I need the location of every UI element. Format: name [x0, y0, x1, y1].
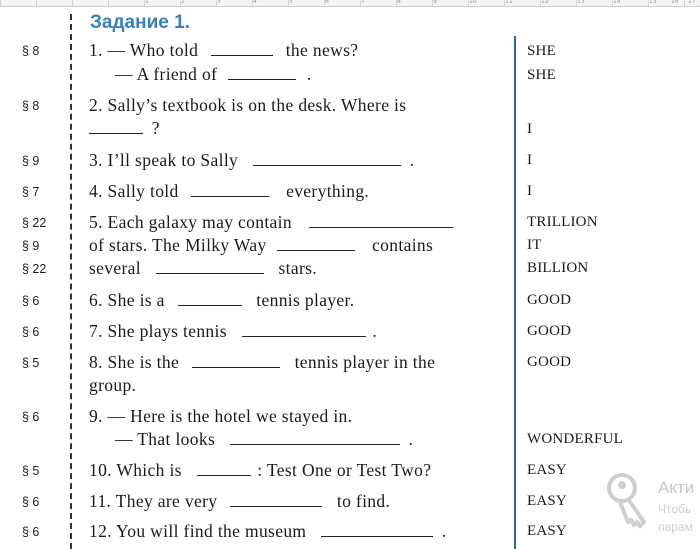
line-text: 7. She plays tennis	[89, 321, 227, 341]
exercise-line	[89, 40, 358, 61]
line-text: 3. I’ll speak to Sally	[89, 150, 239, 170]
ruler-numbers	[0, 0, 700, 4]
exercise-line	[89, 212, 453, 233]
exercise-line	[115, 429, 413, 450]
answer-blank[interactable]	[89, 119, 143, 134]
ruler-number: 10	[469, 0, 477, 5]
line-text: stars.	[278, 258, 318, 278]
line-text: 1. — Who told	[89, 40, 199, 60]
section-ref: § 9	[22, 239, 40, 253]
exercise-line	[89, 150, 414, 171]
exercise-line	[89, 118, 160, 139]
answer-blank[interactable]	[242, 322, 366, 337]
answer-word: EASY	[527, 523, 567, 539]
section-ref: § 22	[22, 262, 47, 276]
activation-watermark	[604, 470, 700, 549]
line-text: of stars. The Milky Way	[89, 235, 267, 255]
answer-column-divider	[514, 36, 516, 549]
answer-blank[interactable]	[253, 151, 401, 166]
exercise-line	[89, 460, 431, 481]
section-ref: § 6	[22, 325, 40, 339]
answer-blank[interactable]	[277, 236, 355, 251]
ruler	[0, 0, 700, 7]
line-text: — A friend of	[115, 64, 218, 84]
ruler-number: 8	[397, 0, 401, 5]
ruler-number: 17	[688, 0, 696, 5]
exercise-line	[89, 290, 354, 311]
section-ref: § 6	[22, 525, 40, 539]
ruler-number: 5	[289, 0, 293, 5]
section-ref: § 6	[22, 495, 40, 509]
answer-blank[interactable]	[156, 259, 264, 274]
exercise-line	[89, 95, 406, 116]
answer-blank[interactable]	[230, 492, 322, 507]
line-text: the news?	[285, 40, 359, 60]
line-text: .	[441, 521, 447, 541]
section-ref: § 6	[22, 294, 40, 308]
line-text: 5. Each galaxy may contain	[89, 212, 292, 232]
margin-dashed-line	[70, 14, 72, 549]
line-text: 9. — Here is the hotel we stayed in.	[89, 406, 353, 426]
answer-blank[interactable]	[321, 522, 433, 537]
line-text: 10. Which is	[89, 460, 182, 480]
line-text: to find.	[336, 491, 391, 511]
line-text: 11. They are very	[89, 491, 218, 511]
line-text: 12. You will find the museum	[89, 521, 307, 541]
line-text: .	[408, 429, 414, 449]
section-ref: § 6	[22, 410, 40, 424]
answer-blank[interactable]	[228, 65, 296, 80]
line-text: several	[89, 258, 142, 278]
exercise-line	[89, 352, 435, 373]
section-ref: § 8	[22, 44, 40, 58]
exercise-line	[89, 235, 433, 256]
ruler-number: 3	[217, 0, 221, 5]
line-text: ?	[151, 118, 160, 138]
exercise-line	[115, 64, 311, 85]
answer-word: SHE	[527, 67, 556, 83]
ruler-number: 9	[433, 0, 437, 5]
ruler-number: 12	[541, 0, 549, 5]
line-text: .	[372, 321, 378, 341]
answer-word: GOOD	[527, 323, 572, 339]
answer-word: I	[527, 152, 533, 168]
exercise-line	[89, 181, 369, 202]
exercise-line	[89, 406, 352, 427]
answer-word: EASY	[527, 493, 567, 509]
exercise-line	[89, 491, 390, 512]
answer-blank[interactable]	[197, 461, 251, 476]
section-ref: § 8	[22, 99, 40, 113]
line-text: .	[409, 150, 415, 170]
ruler-number: 16	[671, 0, 679, 5]
answer-word: I	[527, 183, 533, 199]
answer-blank[interactable]	[178, 291, 242, 306]
line-text: everything.	[286, 181, 370, 201]
key-icon	[604, 472, 652, 532]
answer-blank[interactable]	[192, 353, 280, 368]
exercise-line	[89, 375, 136, 396]
ruler-number: 11	[505, 0, 513, 5]
answer-word: GOOD	[527, 292, 572, 308]
line-text: group.	[89, 375, 137, 395]
answer-word: I	[527, 121, 533, 137]
ruler-number: 6	[325, 0, 329, 5]
ruler-number: 7	[361, 0, 365, 5]
watermark-line: парам	[658, 520, 693, 534]
ruler-number: 4	[253, 0, 257, 5]
answer-word: TRILLION	[527, 214, 598, 230]
line-text: 8. She is the	[89, 352, 180, 372]
answer-word: BILLION	[527, 260, 589, 276]
exercise-line	[89, 521, 447, 542]
answer-blank[interactable]	[191, 182, 269, 197]
line-text: 4. Sally told	[89, 181, 179, 201]
watermark-title: Акти	[658, 478, 695, 497]
exercise-line	[89, 321, 377, 342]
ruler-number: 14	[613, 0, 621, 5]
watermark-line: Чтобь	[658, 502, 692, 516]
exercise-line	[89, 258, 317, 279]
line-text: — That looks	[115, 429, 216, 449]
answer-word: EASY	[527, 462, 567, 478]
section-ref: § 7	[22, 185, 40, 199]
section-ref: § 9	[22, 154, 40, 168]
section-ref: § 22	[22, 216, 47, 230]
ruler-number: 15	[649, 0, 657, 5]
line-text: 6. She is a	[89, 290, 165, 310]
exercise-title: Задание 1.	[90, 12, 190, 33]
answer-blank[interactable]	[230, 430, 400, 445]
answer-word: WONDERFUL	[527, 431, 623, 447]
line-text: 2. Sally’s textbook is on the desk. Where is	[89, 95, 407, 115]
ruler-number: 1	[145, 0, 149, 5]
ruler-number: 13	[577, 0, 585, 5]
answer-word: GOOD	[527, 354, 572, 370]
ruler-number: 2	[181, 0, 185, 5]
answer-blank[interactable]	[309, 213, 453, 228]
line-text: tennis player.	[256, 290, 355, 310]
line-text: : Test One or Test Two?	[257, 460, 432, 480]
answer-word: IT	[527, 237, 542, 253]
line-text: .	[306, 64, 312, 84]
line-text: tennis player in the	[294, 352, 436, 372]
answer-word: SHE	[527, 43, 556, 59]
section-ref: § 5	[22, 464, 40, 478]
section-ref: § 5	[22, 356, 40, 370]
line-text: contains	[372, 235, 434, 255]
answer-blank[interactable]	[211, 41, 273, 56]
